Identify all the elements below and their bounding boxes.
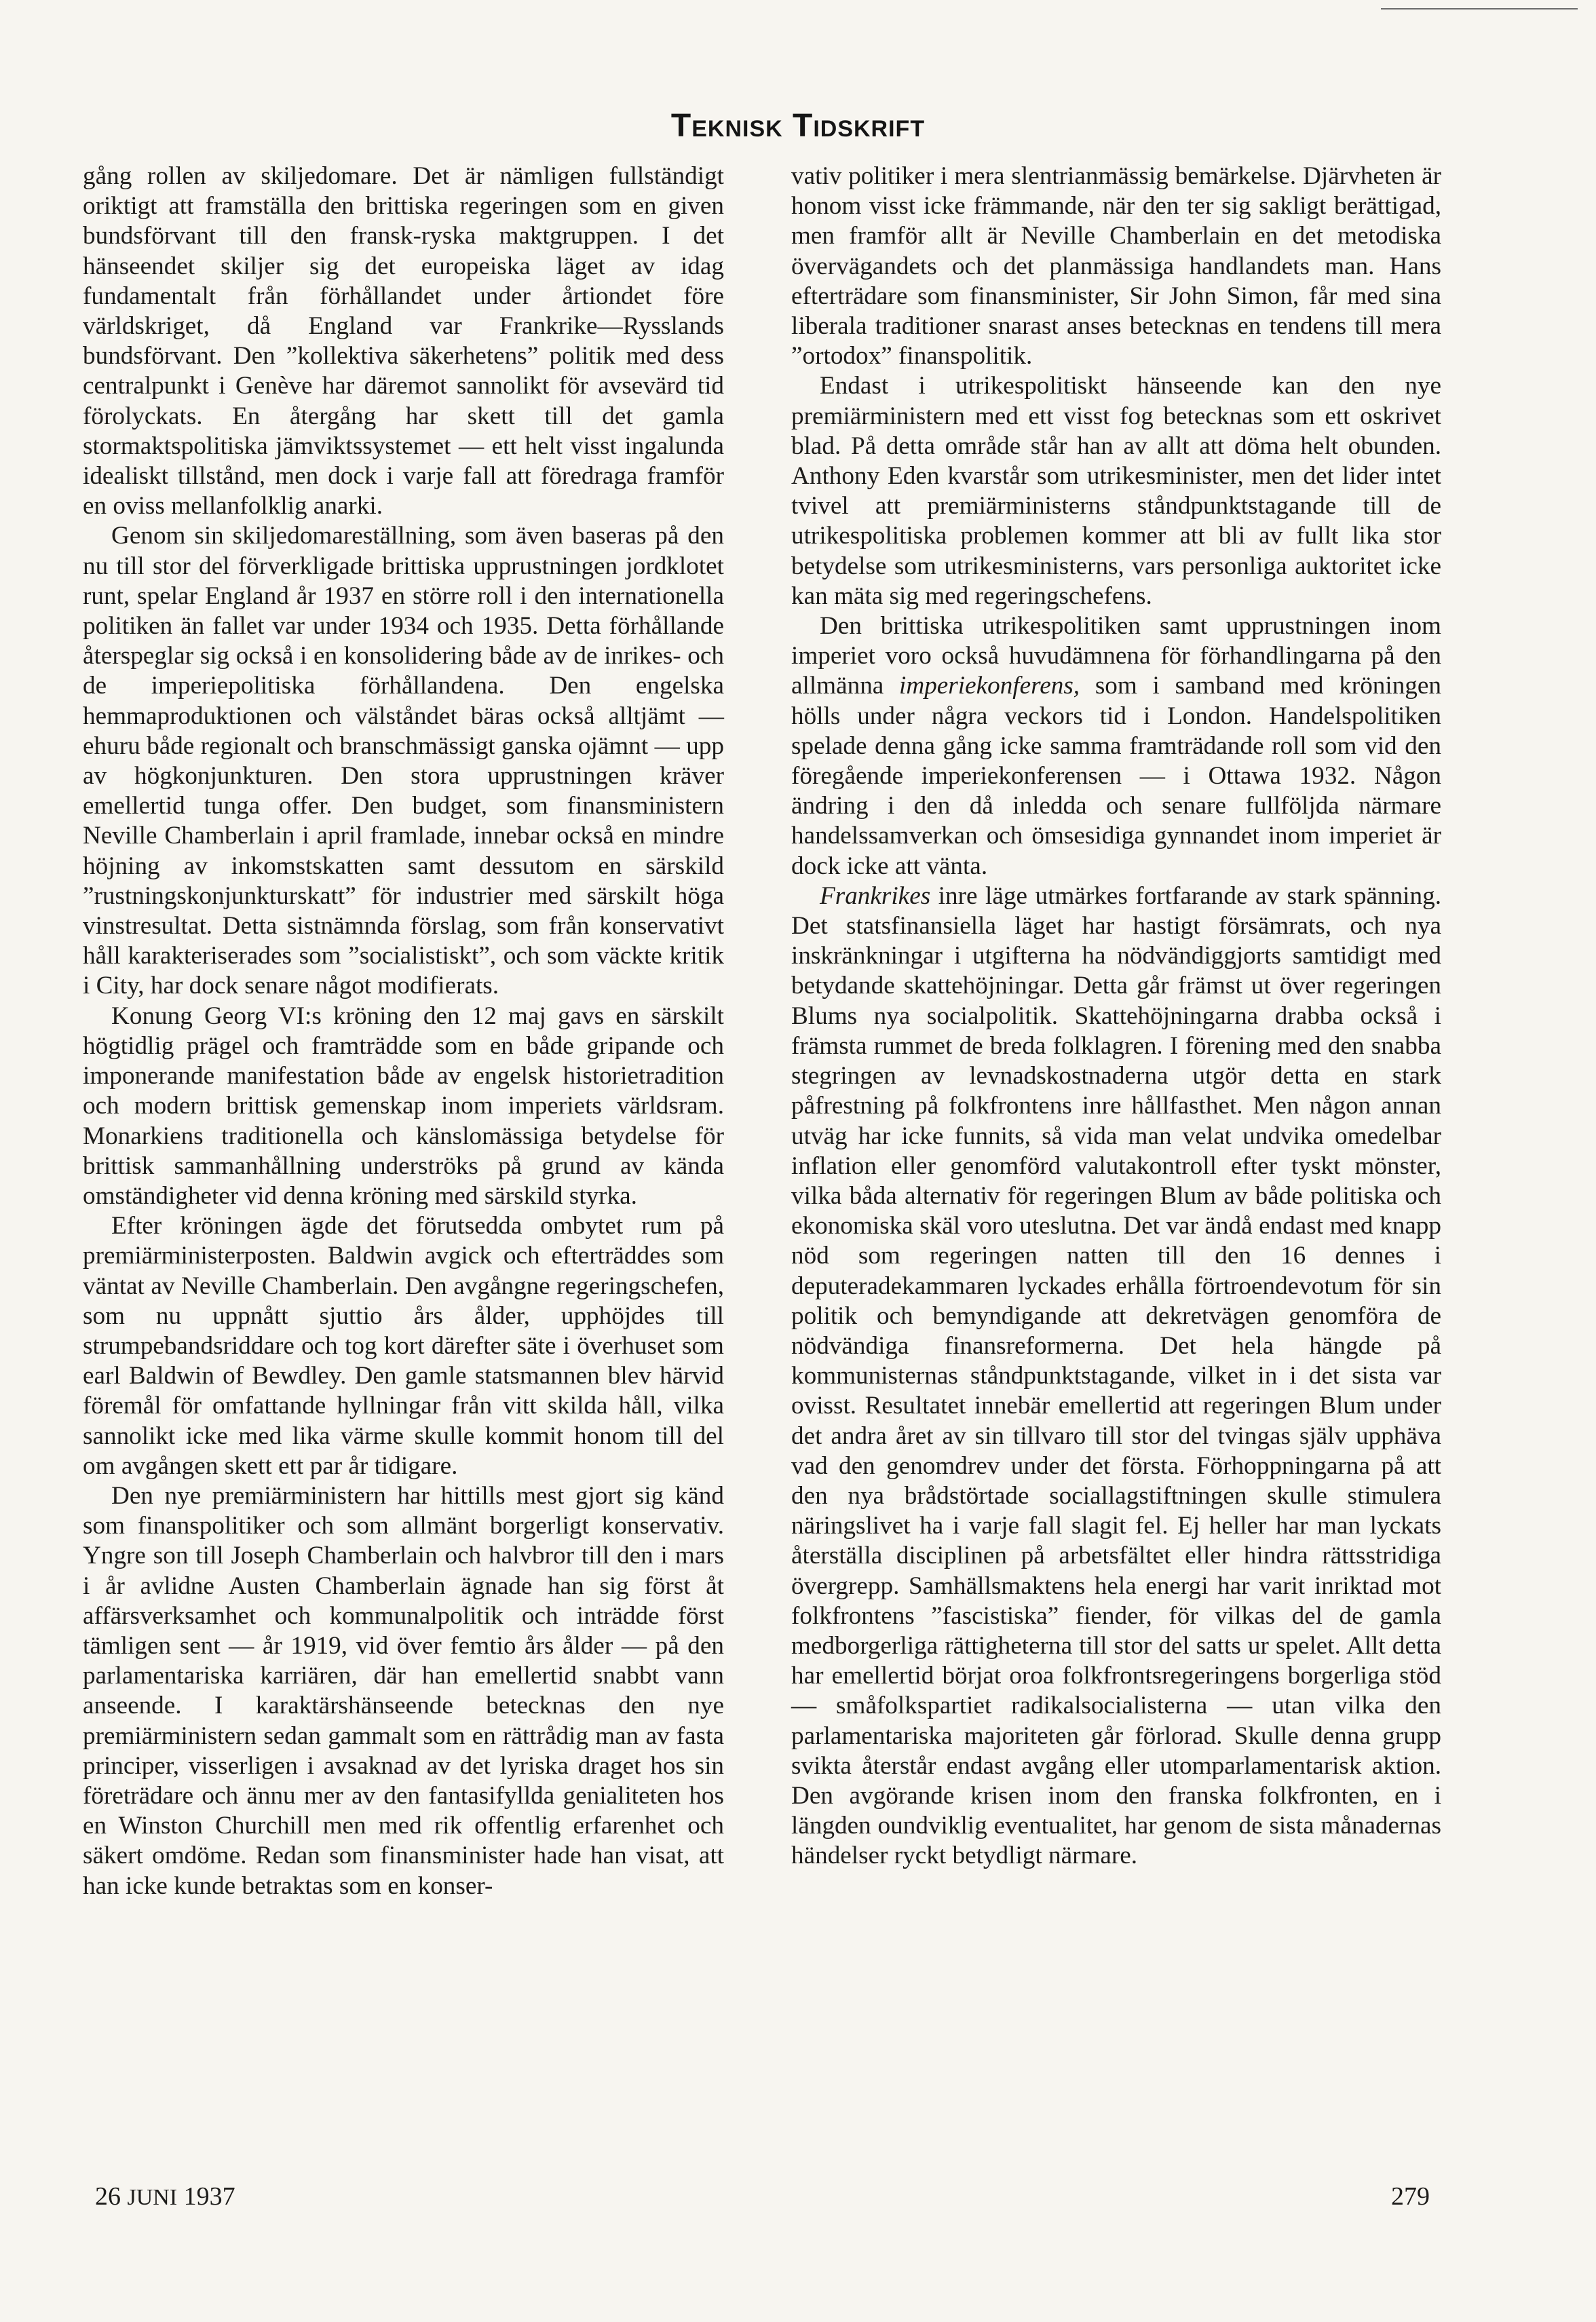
issue-month: JUNI — [127, 2185, 178, 2210]
issue-year: 1937 — [183, 2182, 235, 2211]
paragraph-9 — [791, 881, 1441, 1871]
issue-day: 26 — [95, 2182, 121, 2211]
paragraph-9-body: inre läge utmärkes fortfarande av stark spänning. Det statsfinansiella läget har hastigt försämrats, och nya inskränkningar i utgifterna ha nödvändiggjorts samtidigt med betydande skattehöjningar. Detta går främst ut över regeringen Blums nya socialpolitik. Skattehöjningarna drabba också i främsta rummet de breda folklagren. I förening med den snabba stegringen av levnadskostnaderna utgör detta en stark påfrestning på folkfrontens inre hållfasthet. Men någon annan utväg har icke funnits, så vida man velat undvika omedelbar inflation eller genomförd valutakontroll efter tyskt mönster, vilka båda alternativ för regeringen Blum av både politiska och ekonomiska skäl voro uteslutna. Det var ändå endast med knapp nöd som regeringen natten till den 16 dennes i deputeradekammaren lyckades erhålla förtroendevotum för sin politik och bemyndigande att dekretvägen genomföra de nödvändiga finansreformerna. Det hela hängde på kommunisternas ståndpunktstagande, vilket in i det sista var ovisst. Resultatet innebär emellertid att regeringen Blum under det andra året av sin tillvaro till stor del tvingas själv upphäva vad den genomdrev under det första. Förhoppningarna på att den nya brådstörtade sociallagstiftningen skulle stimulera näringslivet ha i varje fall slagit fel. Ej heller har man lyckats återställa disciplinen på arbetsfältet eller hindra rättsstridiga övergrepp. Samhällsmaktens hela energi har varit inriktad mot folkfrontens ”fascistiska” fiender, för vilkas del de gamla medborgerliga rättigheterna till stor del satts ur spelet. Allt detta har emellertid börjat oroa folkfrontsregeringens borgerliga stöd — småfolkspartiet radikalsocialisterna — utan vilka den parlamentariska majoriteten går förlorad. Skulle denna grupp svikta återstår endast avgång eller utomparlamentarisk aktion. Den avgörande krisen inom den franska folkfronten, en i längden oundviklig eventualitet, har genom de sista månadernas händelser ryckt betydligt närmare. — [791, 881, 1441, 1870]
emphasis-imperiekonferens: imperiekonferens, — [899, 672, 1080, 700]
paragraph-1: gång rollen av skiljedomare. Det är nämligen fullständigt oriktigt att framställa den brittiska regeringen som en given bundsförvant till den fransk-ryska maktgruppen. I det hänseendet skiljer sig det europeiska läget av idag fundamentalt från förhållandet under årtiondet före världskriget, då England var Frankrike—Rysslands bundsförvant. Den ”kollektiva säkerhetens” politik med dess centralpunkt i Genève har däremot sannolikt för avsevärd tid förolyckats. En återgång har skett till det gamla stormaktspolitiska jämviktssystemet — ett helt visst ingalunda idealiskt tillstånd, men dock i varje fall att föredraga framför en oviss mellanfolklig anarki. — [83, 162, 724, 520]
journal-running-head: Teknisk Tidskrift — [670, 108, 926, 144]
paragraph-3: Konung Georg VI:s kröning den 12 maj gavs en särskilt högtidlig prägel och framträdde som en både gripande och imponerande manifestation både av engelsk historietradition och modern brittisk gemenskap inom imperiets världsram. Monarkiens traditionella och känslomässiga betydelse för brittisk sammanhållning underströks på grund av kända omständigheter vid denna kröning med särskild styrka. — [83, 1002, 724, 1210]
paragraph-4: Efter kröningen ägde det förutsedda ombytet rum på premiärministerposten. Baldwin avgick och efterträddes som väntat av Neville Chamberlain. Den avgångne regeringschefen, som nu uppnått sjuttio års ålder, upphöjdes till strumpebandsriddare och tog kort därefter säte i överhuset som earl Baldwin of Bewdley. Den gamle statsmannen blev härvid föremål för omfattande hyllningar från vitt skilda håll, vilka sannolikt icke med lika värme skulle kommit honom till del om avgången skett ett par år tidigare. — [83, 1212, 724, 1480]
left-text-column — [83, 161, 724, 1901]
page-number: 279 — [1391, 2182, 1430, 2211]
top-edge-rule — [1381, 8, 1578, 9]
paragraph-6: vativ politiker i mera slentrianmässig bemärkelse. Djärvheten är honom visst icke främmande, när den ter sig sakligt berättigad, men framför allt är Neville Chamberlain en det metodiska övervägandets och det planmässiga handlandets man. Hans efterträdare som finansminister, Sir John Simon, får med sina liberala traditioner snarast anses betecknas en tendens till mera ”ortodox” finanspolitik. — [791, 162, 1441, 370]
paragraph-7: Endast i utrikespolitiskt hänseende kan den nye premiärministern med ett visst fog betecknas som ett oskrivet blad. På detta område står han av allt att döma helt obunden. Anthony Eden kvarstår som utrikesminister, men det lider intet tvivel att premiärministerns ståndpunktstagande till de utrikespolitiska problemen kommer att bli av fullt lika stor betydelse som utrikesministerns, vars personliga auktoritet icke kan mäta sig med regeringschefens. — [791, 372, 1441, 610]
right-text-column — [791, 161, 1441, 1871]
paragraph-2: Genom sin skiljedomareställning, som även baseras på den nu till stor del förverkligade brittiska upprustningen jordklotet runt, spelar England år 1937 en större roll i den internationella politiken än fallet var under 1934 och 1935. Detta förhållande återspeglar sig också i en konsolidering både av de inrikes- och de imperiepolitiska förhållandena. Den engelska hemmaproduktionen och välståndet bäras också alltjämt — ehuru både regionalt och branschmässigt ganska ojämnt — upp av högkonjunkturen. Den stora upprustningen kräver emellertid tunga offer. Den budget, som finansministern Neville Chamberlain i april framlade, innebar också en mindre höjning av inkomstskatten samt dessutom en särskild ”rustningskonjunkturskatt” för industrier med särskilt höga vinstresultat. Detta sistnämnda förslag, som från konservativt håll karakteriserades som ”socialistiskt”, och som väckte kritik i City, har dock senare något modifierats. — [83, 522, 724, 1000]
paragraph-8: Den brittiska utrikespolitiken samt upprustningen inom imperiet voro också huvudämnena för förhandlingarna på den allmänna imperiekonferens, som i samband med kröningen hölls under några veckors tid i London. Handelspolitiken spelade denna gång icke samma framträdande roll som vid den föregående imperiekonferensen — i Ottawa 1932. Någon ändring i den då inledda och senare fullföljda närmare handelssamverkan och ömsesidiga gynnandet inom imperiet är dock icke att vänta. — [791, 612, 1441, 880]
paragraph-5: Den nye premiärministern har hittills mest gjort sig känd som finanspolitiker och som allmänt borgerligt konservativ. Yngre son till Joseph Chamberlain och halvbror till den i mars i år avlidne Austen Chamberlain ägnade han sig först åt affärsverksamhet och kommunalpolitik och inträdde först tämligen sent — år 1919, vid över femtio års ålder — på den parlamentariska karriären, där han emellertid snabbt vann anseende. I karaktärshänseende betecknas den nye premiärministern sedan gammalt som en rättrådig man av fasta principer, visserligen i avsaknad av det lyriska draget hos sin företrädare och ännu mer av den fantasifyllda genialiteten hos en Winston Churchill men med rik offentlig erfarenhet och säkert omdöme. Redan som finansminister hade han visat, att han icke kunde betraktas som en konser- — [83, 1481, 724, 1900]
issue-date — [95, 2182, 235, 2211]
emphasis-frankrikes: Frankrikes — [820, 881, 931, 910]
